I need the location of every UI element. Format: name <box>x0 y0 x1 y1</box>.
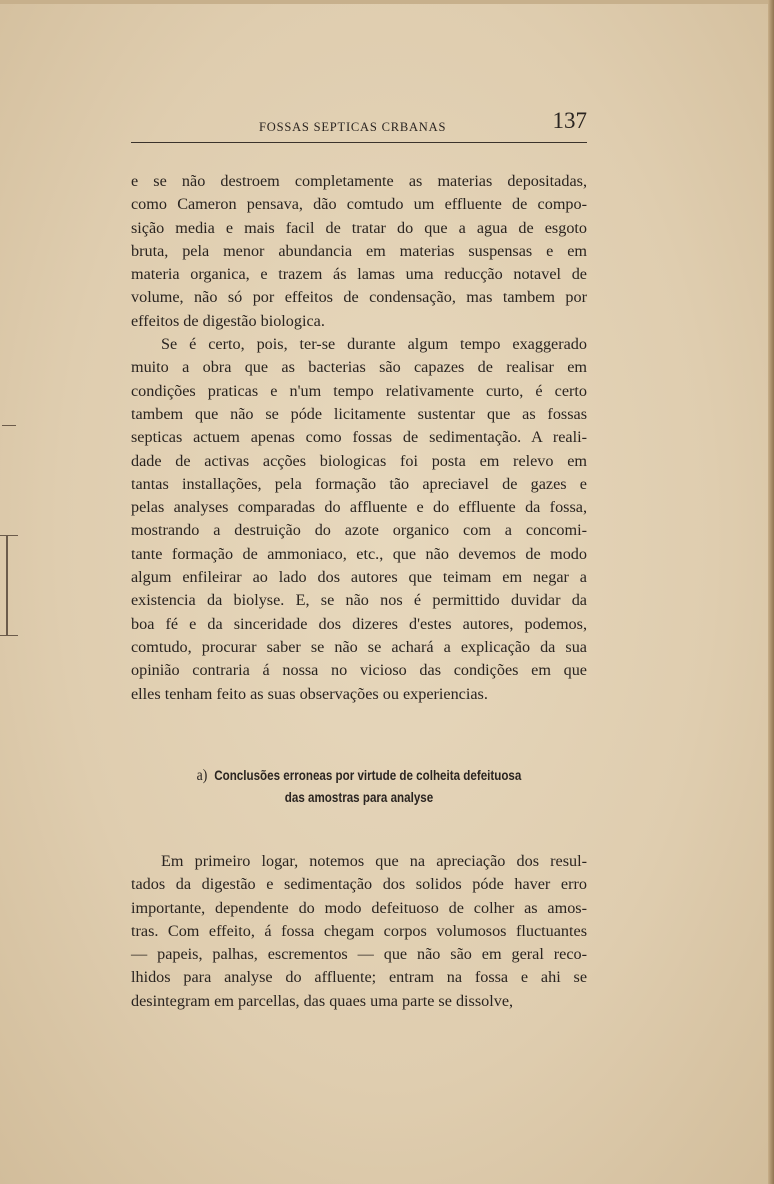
text-line: lhidos para analyse do affluente; entram na fossa e ahi se <box>131 968 587 987</box>
text-line: como Cameron pensava, dão comtudo um effluente de compo- <box>131 195 587 214</box>
text-line: boa fé e da sinceridade dos dizeres d'estes autores, podemos, <box>131 614 587 633</box>
text-line: volume, não só por effeitos de condensação, mas tambem por <box>131 288 587 307</box>
margin-tick <box>0 535 18 536</box>
text-line: tras. Com effeito, á fossa chegam corpos volumosos fluctuantes <box>131 921 587 940</box>
text-line: muito a obra que as bacterias são capazes de realisar em <box>131 358 587 377</box>
text-line: opinião contraria á nossa no vicioso das condições em que <box>131 661 587 680</box>
text-line: algum enfileirar ao lado dos autores que teimam em negar a <box>131 568 587 587</box>
margin-bracket <box>6 535 8 635</box>
running-title: FOSSAS SEPTICAS CRBANAS <box>259 120 447 134</box>
text-line: existencia da biolyse. E, se não nos é permittido duvidar da <box>131 591 587 610</box>
page-header <box>131 108 587 140</box>
text-line: sição media e mais facil de tratar do que a agua de esgoto <box>131 218 587 237</box>
section-title-1: Conclusões erroneas por virtude de colheita defeituosa <box>214 768 522 783</box>
text-line: importante, dependente do modo defeituoso de colher as amos- <box>131 898 587 917</box>
text-line: tambem que não se póde licitamente sustentar que as fossas <box>131 404 587 423</box>
text-line: dade de activas acções biologicas foi posta em relevo em <box>131 451 587 470</box>
page-top-edge <box>0 0 774 4</box>
text-line: effeitos de digestão biologica. <box>131 311 325 330</box>
margin-tick <box>0 635 18 636</box>
text-line: Em primeiro logar, notemos que na apreciação dos resul- <box>161 852 587 870</box>
text-line: tantas installações, pela formação tão apreciavel de gazes e <box>131 474 587 493</box>
margin-tick <box>2 425 16 426</box>
text-line: comtudo, procurar saber se não se achará a explicação da sua <box>131 637 587 656</box>
text-line: materia organica, e trazem ás lamas uma reducção notavel de <box>131 265 587 284</box>
text-line: tados da digestão e sedimentação dos solidos póde haver erro <box>131 875 587 894</box>
text-line: condições praticas e n'um tempo relativamente curto, é certo <box>131 381 587 400</box>
body-text-2 <box>131 850 587 1013</box>
text-line: pelas analyses comparadas do affluente e do effluente da fossa, <box>131 498 587 517</box>
text-line: e se não destroem completamente as materias depositadas, <box>131 172 587 190</box>
text-line: septicas actuem apenas como fossas de sedimentação. A reali- <box>131 428 587 447</box>
text-line: bruta, pela menor abundancia em materias suspensas e em <box>131 241 587 260</box>
page-number: 137 <box>552 108 587 133</box>
text-line: tante formação de ammoniaco, etc., que não devemos de modo <box>131 544 587 563</box>
text-line: elles tenham feito as suas observações ou experiencias. <box>131 684 488 703</box>
header-rule <box>131 142 587 143</box>
section-title-2: das amostras para analyse <box>284 790 434 805</box>
page-right-edge <box>768 0 774 1184</box>
text-line: — papeis, palhas, escrementos — que não são em geral reco- <box>131 945 587 964</box>
text-line: mostrando a destruição do azote organico com a concomi- <box>131 521 587 540</box>
text-line: desintegram em parcellas, das quaes uma parte se dissolve, <box>131 991 514 1010</box>
body-text <box>131 170 587 706</box>
text-line: Se é certo, pois, ter-se durante algum tempo exaggerado <box>161 335 587 354</box>
section-heading <box>163 765 555 809</box>
section-heading-line-1 <box>163 765 555 787</box>
section-marker: a) <box>196 767 208 784</box>
